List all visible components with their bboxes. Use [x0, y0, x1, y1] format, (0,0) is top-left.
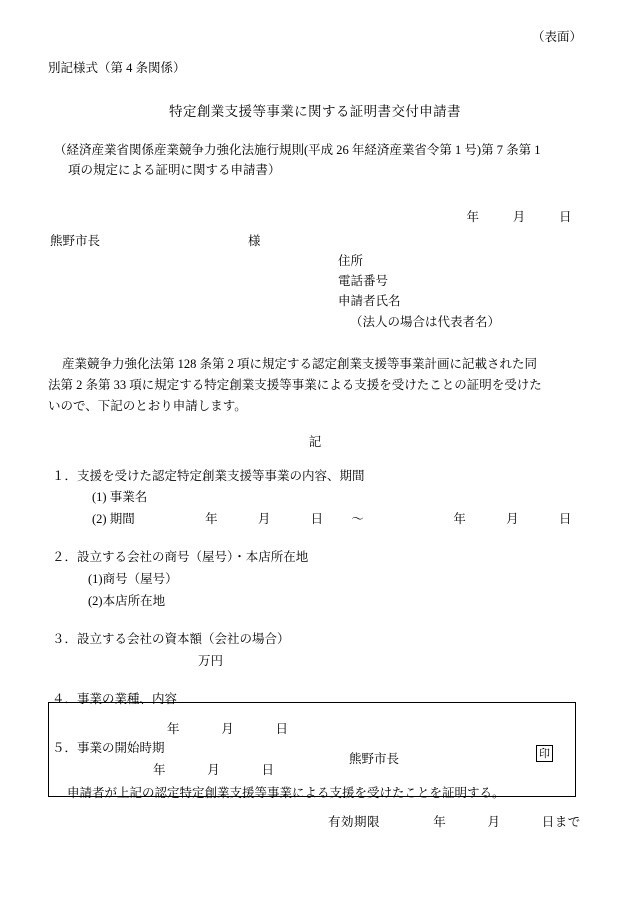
expiry-day-until: 日まで — [541, 815, 581, 829]
addressee-honorific: 様 — [248, 233, 261, 248]
item-1-period-month-2: 月 — [506, 512, 519, 527]
certification-mayor-row — [49, 737, 575, 767]
expiry-month: 月 — [487, 815, 501, 829]
item-1-period-month: 月 — [257, 512, 271, 527]
certification-mayor: 熊野市長 — [349, 752, 400, 766]
surface-label: （表面） — [531, 30, 582, 44]
request-paragraph-line-2: 法第 2 条第 33 項に規定する特定創業支援等事業による支援を受けたことの証明を受けた — [48, 378, 542, 392]
legal-reference-line-1: （経済産業省関係産業競争力強化法施行規則(平成 26 年経済産業省令第 1 号)第 7 条第 1 — [54, 142, 541, 157]
item-1-period-day: 日 — [310, 512, 324, 527]
certification-year: 年 — [167, 722, 181, 736]
item-5-day: 日 — [261, 763, 275, 778]
item-1-heading: １．支援を受けた認定特定創業支援等事業の内容、期間 — [52, 468, 365, 483]
certification-text: 申請者が上記の認定特定創業支援等事業による支援を受けたことを証明する。 — [67, 786, 505, 800]
date-month-label: 月 — [512, 209, 526, 224]
ki-heading: 記 — [308, 434, 322, 449]
request-paragraph — [48, 354, 582, 418]
item-5-heading: ５．事業の開始時期 — [52, 741, 165, 756]
applicant-fields — [48, 251, 582, 332]
item-1-period-year: 年 — [205, 512, 218, 527]
item-2-heading: ２．設立する会社の商号（屋号）・本店所在地 — [52, 550, 309, 565]
applicant-name-label: 申請者氏名 — [338, 294, 401, 309]
request-paragraph-line-3: いので、下記のとおり申請します。 — [48, 399, 247, 414]
addressee — [48, 231, 582, 249]
expiry-label: 有効期限 — [328, 815, 381, 829]
item-1-period-year-2: 年 — [453, 512, 466, 527]
document-title: 特定創業支援等事業に関する証明書交付申請書 — [169, 103, 461, 119]
item-1-period-tilde: ～ — [351, 512, 364, 527]
application-date-line — [48, 207, 582, 225]
legal-reference — [48, 140, 582, 181]
item-3-heading: ３．設立する会社の資本額（会社の場合） — [52, 631, 290, 646]
form-id: 別記様式（第 4 条関係） — [48, 60, 186, 75]
item-1-period-label: (2) 期間 — [92, 512, 135, 527]
applicant-corporate-note: （法人の場合は代表者名） — [350, 314, 501, 329]
legal-reference-line-2: 項の規定による証明に関する申請書） — [68, 163, 281, 178]
item-5-year: 年 — [153, 763, 167, 778]
item-4-heading: ４．事業の業種、内容 — [52, 691, 178, 706]
item-1-sub-1: (1) 事業名 — [92, 490, 148, 505]
item-3-amount-unit: 万円 — [198, 653, 224, 668]
date-year-label: 年 — [466, 209, 480, 224]
item-2 — [48, 547, 582, 613]
certification-month: 月 — [221, 722, 235, 736]
item-5-month: 月 — [207, 763, 221, 778]
certification-day: 日 — [275, 722, 289, 736]
item-1 — [48, 466, 582, 532]
applicant-address-label: 住所 — [338, 253, 364, 268]
document-body — [48, 28, 582, 782]
certification-date — [49, 703, 575, 737]
request-paragraph-line-1: 産業競争力強化法第 128 条第 2 項に規定する認定創業支援等事業計画に記載された同 — [62, 356, 538, 371]
item-2-sub-2: (2)本店所在地 — [88, 593, 166, 608]
seal-icon: 印 — [536, 745, 553, 762]
expiry-year: 年 — [433, 815, 447, 829]
expiry-line — [48, 812, 630, 830]
item-1-period-day-2: 日 — [558, 512, 572, 527]
addressee-mayor: 熊野市長 — [50, 233, 101, 248]
applicant-phone-label: 電話番号 — [338, 274, 389, 288]
item-1-sub-2 — [48, 509, 582, 531]
item-2-sub-1: (1)商号（屋号） — [88, 572, 178, 586]
date-day-label: 日 — [558, 209, 572, 224]
item-3 — [48, 629, 582, 673]
certification-box — [48, 702, 576, 800]
